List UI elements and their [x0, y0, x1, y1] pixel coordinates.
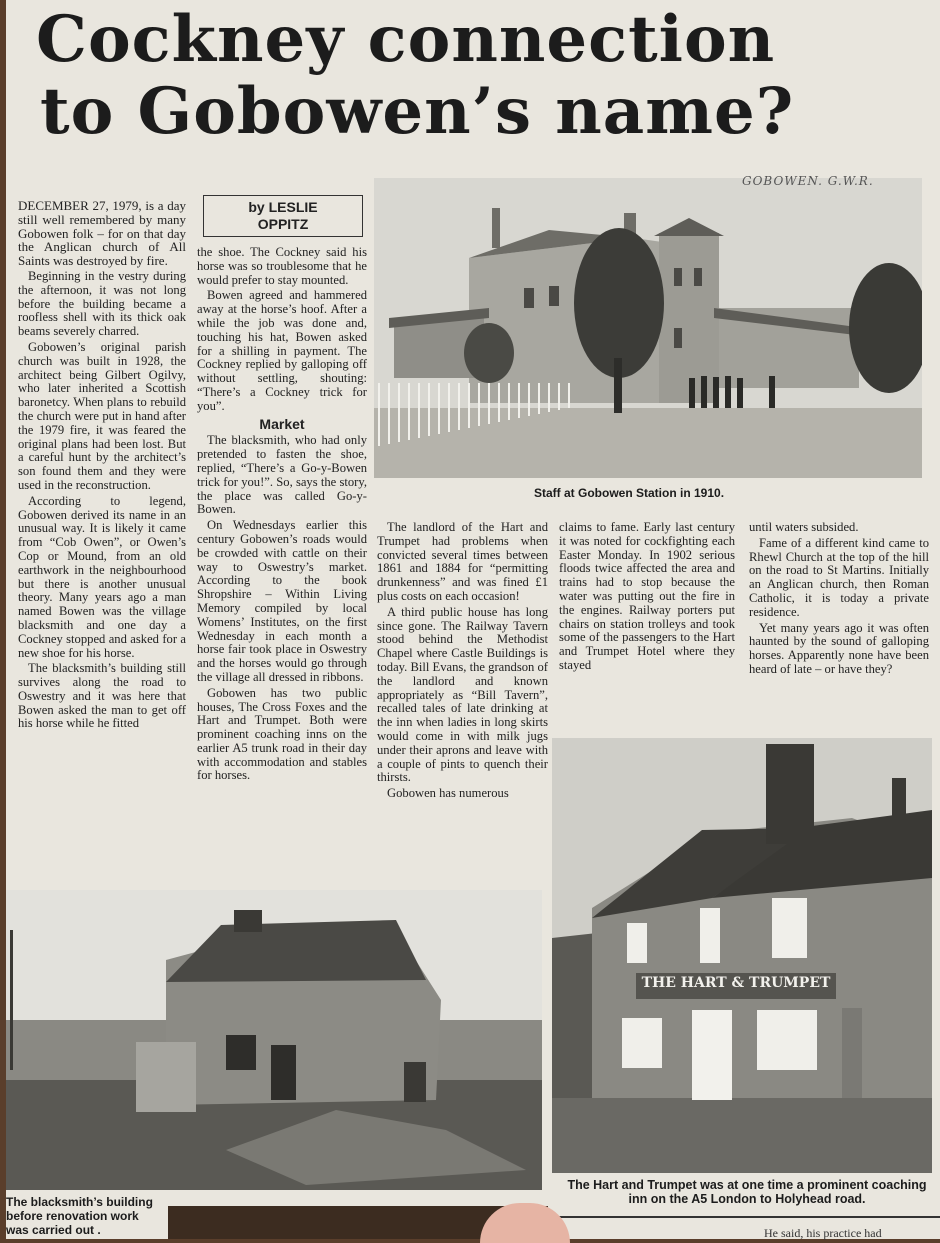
paragraph: until waters subsided.	[749, 520, 859, 534]
article-column-2	[197, 246, 367, 785]
station-photo-caption: Staff at Gobowen Station in 1910.	[534, 486, 725, 500]
subheading-market: Market	[259, 415, 305, 432]
headline-line-2: to Gobowen’s name?	[40, 74, 795, 149]
next-article-fragment: He said, his practice had	[764, 1226, 882, 1240]
byline-box	[203, 195, 363, 237]
article-column-5	[749, 521, 929, 679]
paragraph: The blacksmith, who had only pretended to fasten the shoe, replied, “There’s a Go-y-Bowen trick for you!”. So, says the story, the place was called Go-y-Bowen.	[197, 433, 367, 517]
blacksmith-illustration	[6, 890, 542, 1190]
paragraph: Yet many years ago it was often haunted by the sound of galloping horses. Apparently none have been heard of late – or have they?	[749, 620, 929, 676]
byline-line-2: OPPITZ	[257, 216, 309, 232]
handwritten-note: GOBOWEN. G.W.R.	[742, 174, 874, 188]
paragraph: Gobowen has two public houses, The Cross Foxes and the Hart and Trumpet. Both were prominent coaching inns on the earlier A5 trunk road in their day with accommodation and stables for horses.	[197, 685, 367, 783]
headline	[36, 4, 936, 148]
pub-illustration	[552, 738, 932, 1173]
paragraph: Gobowen has numerous	[387, 786, 509, 801]
station-photo	[374, 178, 922, 478]
station-illustration	[374, 178, 922, 478]
paragraph: DECEMBER 27, 1979, is a day still well remembered by many Gobowen folk – for on that day the Anglican church of All Saints was destroyed by fire.	[18, 198, 186, 269]
article-column-4	[559, 521, 735, 675]
paragraph: Fame of a different kind came to Rhewl Church at the top of the hill on the road to St Martins. Initially an Anglican church, then Roman Catholic, it is today a private residence.	[749, 535, 929, 619]
paragraph: The blacksmith’s building still survives along the road to Oswestry and it was here that Bowen asked the man to get off his horse while he fitted	[18, 661, 186, 731]
paragraph: claims to fame. Early last century it was noted for cockfighting each Easter Monday. In 1902 serious floods twice affected the area and trains had to stop because the water was putting out the fire in the engines. Railway porters put chairs on station trolleys and took some of the passengers to the Hart and Trumpet Hotel where they stayed	[559, 520, 735, 672]
pub-photo-caption: The Hart and Trumpet was at one time a prominent coaching inn on the A5 London to Holyhead road.	[567, 1178, 927, 1206]
bottom-rule	[546, 1216, 940, 1218]
byline-line-1: by LESLIE	[248, 199, 318, 215]
paragraph: the shoe. The Cockney said his horse was so troublesome that he would prefer to stay mounted.	[197, 245, 367, 287]
paragraph: On Wednesdays earlier this century Gobowen’s roads would be crowded with cattle on their way to Oswestry’s market. According to the book Shropshire – Within Living Memory compiled by local Womens’ Institutes, on the first Wednesday in each month a horse fair took place in Oswestry and the horses would go through the village all dressed in ribbons.	[197, 518, 367, 684]
paragraph: Beginning in the vestry during the afternoon, it was not long before the building became a roofless shell with its thick oak beams severely charred.	[18, 268, 186, 339]
paragraph: The landlord of the Hart and Trumpet had problems when convicted several times between 1861 and 1884 for “permitting drunkenness” and was fined £1 plus costs on each occasion!	[377, 520, 548, 603]
newspaper-clipping	[6, 0, 940, 1239]
paragraph: A third public house has long since gone. The Railway Tavern stood behind the Methodist Chapel where Castle Buildings is today. Bill Evans, the grandson of the landlord and known appropriately as “Bill Tavern”, recalled tales of late drinking at the inn when ladies in long skirts would come in with milk jugs under their aprons and leave with a couple of pints to quench their thirsts.	[377, 604, 548, 785]
article-column-3	[377, 521, 548, 803]
headline-line-1: Cockney connection	[36, 2, 776, 77]
paragraph: Gobowen’s original parish church was built in 1928, the architect being Gilbert Ogilvy, who later inherited a Scottish baronetcy. When plans to rebuild the church were put in hand after the 1979 fire, it was feared the original plans had been lost. But a careful hunt by the architect’s son found them and they were used in the reconstruction.	[18, 339, 186, 492]
paragraph: According to legend, Gobowen derived its name in an unusual way. It is likely it came from “Cob Owen”, or Owen’s Cop or Mound, from an old earthwork in the neighbourhood but there is another unusual theory. Many years ago a man named Bowen was the village blacksmith and one day a Cockney stopped and asked for a new shoe for his horse.	[18, 493, 186, 660]
pub-sign: THE HART & TRUMPET	[641, 975, 831, 991]
blacksmith-photo	[6, 890, 542, 1190]
paragraph: Bowen agreed and hammered away at the horse’s hoof. After a while the job was done and, touching his hat, Bowen asked for a shilling in payment. The Cockney replied by galloping off without settling, shouting: “There’s a Cockney trick for you”.	[197, 288, 367, 413]
article-column-1	[18, 199, 186, 733]
pub-photo	[552, 738, 932, 1173]
blacksmith-photo-caption: The blacksmith’s building before renovation work was carried out .	[6, 1195, 153, 1237]
